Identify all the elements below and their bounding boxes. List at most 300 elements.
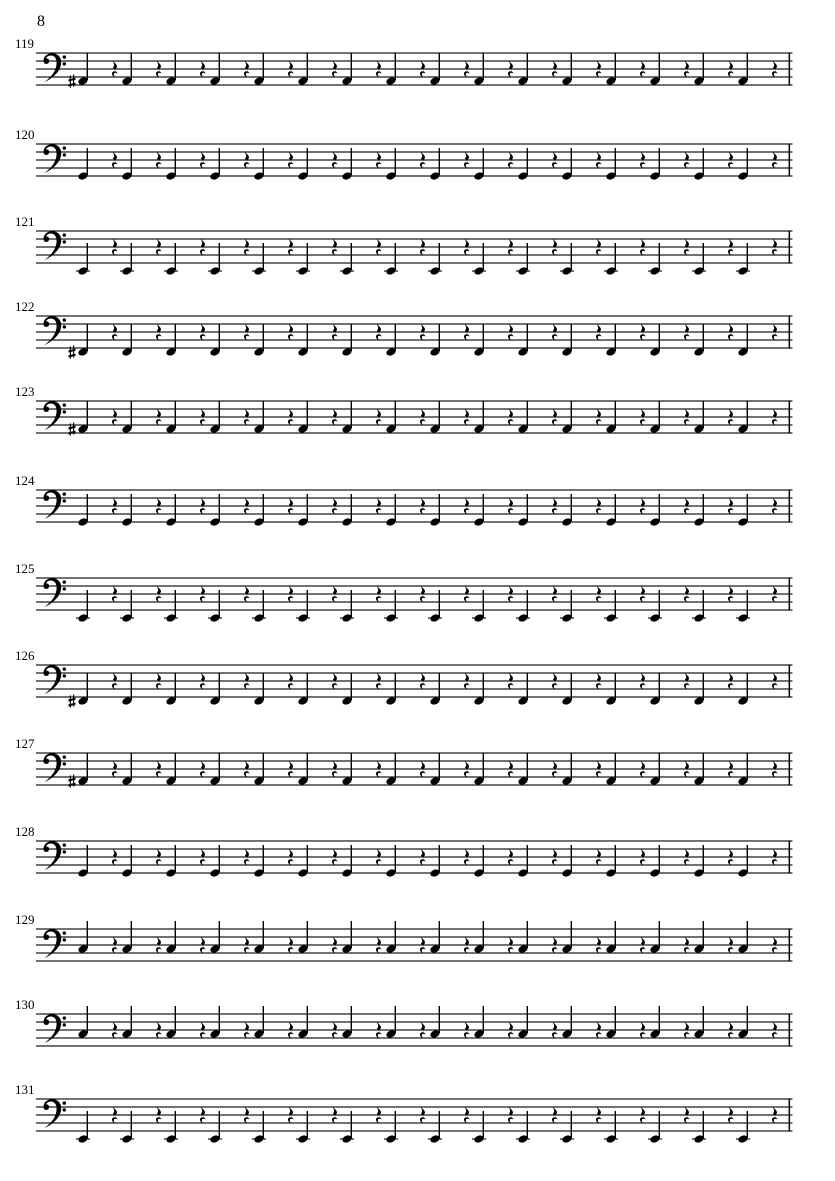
bass-clef-dot	[63, 403, 66, 406]
note-stem	[571, 921, 572, 948]
note-stem	[131, 53, 132, 80]
note-stem	[659, 494, 660, 521]
note-stem	[219, 401, 220, 428]
note-stem	[615, 1006, 616, 1033]
note-stem	[615, 494, 616, 521]
note-stem	[219, 673, 220, 700]
barline	[789, 752, 791, 785]
measure-number: 130	[15, 997, 35, 1012]
staff-line	[36, 1106, 793, 1107]
note-stem	[307, 673, 308, 700]
note-stem	[747, 1111, 748, 1138]
note-stem	[439, 401, 440, 428]
note-stem	[395, 324, 396, 351]
note-stem	[659, 845, 660, 872]
note-stem	[395, 243, 396, 270]
note-stem	[395, 673, 396, 700]
note-stem	[439, 753, 440, 780]
system-measure-122	[36, 315, 793, 358]
bass-clef-icon	[43, 231, 66, 260]
note-stem	[219, 53, 220, 80]
note-stem	[175, 401, 176, 428]
note-stem	[659, 401, 660, 428]
bass-clef-icon	[43, 665, 66, 694]
staff-line	[36, 960, 793, 961]
barline	[789, 840, 791, 873]
note-stem	[307, 1111, 308, 1138]
note-stem	[483, 1006, 484, 1033]
note-stem	[703, 590, 704, 617]
staff-line	[36, 84, 793, 85]
note-stem	[527, 921, 528, 948]
bass-clef-dot	[63, 1108, 66, 1111]
bass-clef-icon	[43, 53, 66, 82]
note-stem	[351, 753, 352, 780]
note-stem	[747, 753, 748, 780]
sharp-bar	[69, 426, 76, 430]
note-stem	[483, 921, 484, 948]
note-stem	[747, 324, 748, 351]
staff-line	[36, 760, 793, 761]
staff-line	[36, 432, 793, 433]
staff-line	[36, 76, 793, 77]
note-stem	[351, 1111, 352, 1138]
barline	[789, 315, 791, 348]
note-stem	[439, 53, 440, 80]
staff-line	[36, 1114, 793, 1115]
note-stem	[87, 53, 88, 80]
note-stem	[483, 324, 484, 351]
note-stem	[263, 921, 264, 948]
note-stem	[571, 53, 572, 80]
bass-clef-curve	[44, 753, 62, 782]
barline	[789, 928, 791, 961]
note-stem	[527, 590, 528, 617]
note-stem	[307, 148, 308, 175]
note-stem	[747, 53, 748, 80]
note-stem	[175, 921, 176, 948]
bass-clef-icon	[43, 401, 66, 430]
note-stem	[659, 53, 660, 80]
staff-line	[36, 339, 793, 340]
note-stem	[351, 148, 352, 175]
note-stem	[351, 921, 352, 948]
note-stem	[439, 494, 440, 521]
bass-clef-dot	[63, 1101, 66, 1104]
bass-clef-dot	[63, 410, 66, 413]
note-stem	[703, 401, 704, 428]
note-stem	[703, 324, 704, 351]
note-stem	[659, 921, 660, 948]
note-stem	[263, 494, 264, 521]
note-stem	[175, 243, 176, 270]
note-stem	[615, 753, 616, 780]
note-stem	[131, 324, 132, 351]
system-measure-130	[36, 1006, 793, 1047]
note-stem	[175, 845, 176, 872]
measure-number: 123	[15, 384, 35, 399]
note-stem	[307, 324, 308, 351]
page-number: 8	[37, 13, 45, 30]
note-stem	[527, 845, 528, 872]
staff-line	[36, 151, 793, 152]
system-measure-127	[36, 752, 793, 787]
staff-line	[36, 784, 793, 785]
staff-line	[36, 424, 793, 425]
bass-clef-dot	[63, 667, 66, 670]
note-stem	[439, 243, 440, 270]
note-stem	[571, 845, 572, 872]
note-stem	[131, 243, 132, 270]
sharp-accidental	[69, 74, 76, 87]
note-stem	[659, 1111, 660, 1138]
barline	[789, 52, 791, 85]
staff-line	[36, 238, 793, 239]
note-stem	[747, 845, 748, 872]
note-stem	[87, 753, 88, 780]
measure-number: 129	[15, 912, 35, 927]
staff-line	[36, 347, 793, 348]
note-stem	[263, 324, 264, 351]
bass-clef-dot	[63, 580, 66, 583]
note-stem	[571, 324, 572, 351]
staff-line	[36, 331, 793, 332]
measure-number: 127	[15, 736, 35, 751]
staff-line	[36, 768, 793, 769]
note-stem	[703, 53, 704, 80]
note-stem	[571, 243, 572, 270]
staff-line	[36, 1122, 793, 1123]
staff-line	[36, 672, 793, 673]
bass-clef-curve	[44, 316, 62, 345]
staff-line	[36, 1013, 793, 1014]
staff-line	[36, 601, 793, 602]
note-stem	[87, 845, 88, 872]
note-stem	[131, 845, 132, 872]
note-stem	[703, 845, 704, 872]
note-stem	[219, 1006, 220, 1033]
staff-line	[36, 1045, 793, 1046]
note-stem	[175, 673, 176, 700]
staff-line	[36, 840, 793, 841]
note-stem	[747, 673, 748, 700]
staff-line	[36, 262, 793, 263]
measure-number: 121	[15, 214, 35, 229]
note-stem	[571, 753, 572, 780]
note-stem	[659, 243, 660, 270]
note-stem	[307, 1006, 308, 1033]
note-stem	[747, 1006, 748, 1033]
note-stem	[307, 590, 308, 617]
note-stem	[527, 148, 528, 175]
note-stem	[87, 401, 88, 428]
staff-line	[36, 928, 793, 929]
staff-line	[36, 68, 793, 69]
bass-clef-icon	[43, 1014, 66, 1043]
bass-clef-curve	[44, 929, 62, 958]
bass-clef-dot	[63, 674, 66, 677]
note-stem	[527, 324, 528, 351]
note-stem	[219, 494, 220, 521]
bass-clef-dot	[63, 318, 66, 321]
note-stem	[703, 921, 704, 948]
note-stem	[351, 324, 352, 351]
note-stem	[527, 673, 528, 700]
note-stem	[219, 1111, 220, 1138]
note-stem	[439, 921, 440, 948]
bass-clef-icon	[43, 1099, 66, 1128]
barline	[789, 1098, 791, 1131]
staff-line	[36, 872, 793, 873]
note-stem	[263, 673, 264, 700]
note-stem	[659, 1006, 660, 1033]
note-stem	[483, 401, 484, 428]
system-measure-129	[36, 921, 793, 962]
bass-clef-dot	[63, 850, 66, 853]
note-stem	[703, 148, 704, 175]
staff-line	[36, 416, 793, 417]
note-stem	[571, 401, 572, 428]
system-measure-126	[36, 664, 793, 707]
bass-clef-dot	[63, 153, 66, 156]
staff-line	[36, 505, 793, 506]
note-stem	[747, 921, 748, 948]
staff-line	[36, 944, 793, 945]
note-stem	[351, 53, 352, 80]
note-stem	[659, 148, 660, 175]
note-stem	[615, 921, 616, 948]
staff-line	[36, 254, 793, 255]
note-stem	[131, 753, 132, 780]
staff-line	[36, 864, 793, 865]
measure-number: 128	[15, 824, 35, 839]
note-stem	[615, 243, 616, 270]
note-stem	[131, 921, 132, 948]
note-stem	[175, 1006, 176, 1033]
note-stem	[747, 590, 748, 617]
staff-line	[36, 323, 793, 324]
note-stem	[87, 148, 88, 175]
sharp-bar	[69, 431, 76, 435]
staff-line	[36, 1098, 793, 1099]
staff-line	[36, 776, 793, 777]
note-stem	[131, 590, 132, 617]
sharp-bar	[69, 83, 76, 87]
staff-line	[36, 848, 793, 849]
note-stem	[659, 753, 660, 780]
sharp-bar	[69, 778, 76, 782]
measure-number: 122	[15, 299, 35, 314]
note-stem	[307, 921, 308, 948]
note-stem	[351, 1006, 352, 1033]
bass-clef-dot	[63, 755, 66, 758]
measure-number: 125	[15, 561, 35, 576]
note-stem	[263, 845, 264, 872]
note-stem	[219, 590, 220, 617]
note-stem	[747, 243, 748, 270]
note-stem	[351, 401, 352, 428]
staff-line	[36, 856, 793, 857]
bass-clef-curve	[44, 665, 62, 694]
note-stem	[615, 148, 616, 175]
note-stem	[175, 590, 176, 617]
note-stem	[175, 1111, 176, 1138]
measure-number: 124	[15, 473, 35, 488]
system-measure-123	[36, 400, 793, 435]
bass-clef-dot	[63, 499, 66, 502]
note-stem	[263, 753, 264, 780]
staff-line	[36, 230, 793, 231]
bass-clef-dot	[63, 1023, 66, 1026]
bass-clef-icon	[43, 578, 66, 607]
bass-clef-curve	[44, 841, 62, 870]
system-measure-128	[36, 840, 793, 877]
bass-clef-curve	[44, 1014, 62, 1043]
bass-clef-curve	[44, 578, 62, 607]
staff-line	[36, 246, 793, 247]
note-stem	[527, 753, 528, 780]
sharp-bar	[69, 354, 76, 358]
staff-line	[36, 1130, 793, 1131]
barline	[789, 400, 791, 433]
note-stem	[439, 148, 440, 175]
staff-line	[36, 175, 793, 176]
bass-clef-dot	[63, 146, 66, 149]
note-stem	[175, 494, 176, 521]
note-stem	[175, 753, 176, 780]
note-stem	[483, 753, 484, 780]
note-stem	[483, 243, 484, 270]
note-stem	[703, 673, 704, 700]
note-stem	[87, 673, 88, 700]
note-stem	[395, 401, 396, 428]
bass-clef-dot	[63, 1016, 66, 1019]
note-stem	[307, 243, 308, 270]
note-stem	[571, 1006, 572, 1033]
bass-clef-dot	[63, 240, 66, 243]
note-stem	[483, 148, 484, 175]
staff-line	[36, 688, 793, 689]
barline	[789, 230, 791, 263]
staff-line	[36, 1021, 793, 1022]
staff-line	[36, 752, 793, 753]
bass-clef-icon	[43, 316, 66, 345]
staff-line	[36, 609, 793, 610]
note-stem	[615, 1111, 616, 1138]
note-stem	[395, 494, 396, 521]
sharp-bar	[69, 703, 76, 707]
staff-line	[36, 400, 793, 401]
note-stem	[87, 494, 88, 521]
note-stem	[571, 1111, 572, 1138]
note-stem	[747, 494, 748, 521]
note-stem	[395, 1111, 396, 1138]
note-stem	[219, 921, 220, 948]
note-stem	[131, 401, 132, 428]
bass-clef-icon	[43, 753, 66, 782]
measure-number: 120	[15, 127, 35, 142]
bass-clef-dot	[63, 938, 66, 941]
note-stem	[351, 673, 352, 700]
note-stem	[483, 590, 484, 617]
note-stem	[307, 53, 308, 80]
note-stem	[615, 845, 616, 872]
sharp-accidental	[69, 422, 76, 435]
sharp-accidental	[69, 345, 76, 358]
note-stem	[527, 1006, 528, 1033]
note-stem	[659, 673, 660, 700]
note-stem	[703, 753, 704, 780]
note-stem	[571, 148, 572, 175]
note-stem	[395, 1006, 396, 1033]
staff-line	[36, 315, 793, 316]
note-stem	[263, 590, 264, 617]
bass-clef-curve	[44, 1099, 62, 1128]
sharp-bar	[69, 349, 76, 353]
note-stem	[351, 243, 352, 270]
note-stem	[703, 494, 704, 521]
bass-clef-curve	[44, 401, 62, 430]
note-stem	[263, 1111, 264, 1138]
bass-clef-curve	[44, 144, 62, 173]
staff-line	[36, 159, 793, 160]
sharp-accidental	[69, 694, 76, 707]
note-stem	[307, 845, 308, 872]
staff-line	[36, 497, 793, 498]
note-stem	[747, 401, 748, 428]
staff-line	[36, 593, 793, 594]
bass-clef-dot	[63, 55, 66, 58]
staff-line	[36, 489, 793, 490]
note-stem	[527, 401, 528, 428]
note-stem	[87, 590, 88, 617]
bass-clef-dot	[63, 62, 66, 65]
note-stem	[439, 845, 440, 872]
note-stem	[131, 1006, 132, 1033]
sharp-bar	[69, 783, 76, 787]
system-measure-121	[36, 230, 793, 275]
note-stem	[439, 673, 440, 700]
note-stem	[439, 324, 440, 351]
bass-clef-icon	[43, 144, 66, 173]
staff-line	[36, 696, 793, 697]
system-measure-125	[36, 577, 793, 622]
note-stem	[175, 324, 176, 351]
note-stem	[395, 753, 396, 780]
note-stem	[395, 590, 396, 617]
note-stem	[395, 921, 396, 948]
note-stem	[527, 243, 528, 270]
note-stem	[439, 1111, 440, 1138]
note-stem	[747, 148, 748, 175]
note-stem	[263, 243, 264, 270]
note-stem	[263, 401, 264, 428]
staff-line	[36, 513, 793, 514]
note-stem	[87, 921, 88, 948]
note-stem	[439, 1006, 440, 1033]
bass-clef-dot	[63, 325, 66, 328]
note-stem	[571, 494, 572, 521]
note-stem	[263, 148, 264, 175]
note-stem	[219, 753, 220, 780]
note-stem	[395, 53, 396, 80]
note-stem	[263, 53, 264, 80]
note-stem	[131, 673, 132, 700]
note-stem	[703, 1111, 704, 1138]
note-stem	[527, 494, 528, 521]
note-stem	[351, 845, 352, 872]
staff-line	[36, 143, 793, 144]
